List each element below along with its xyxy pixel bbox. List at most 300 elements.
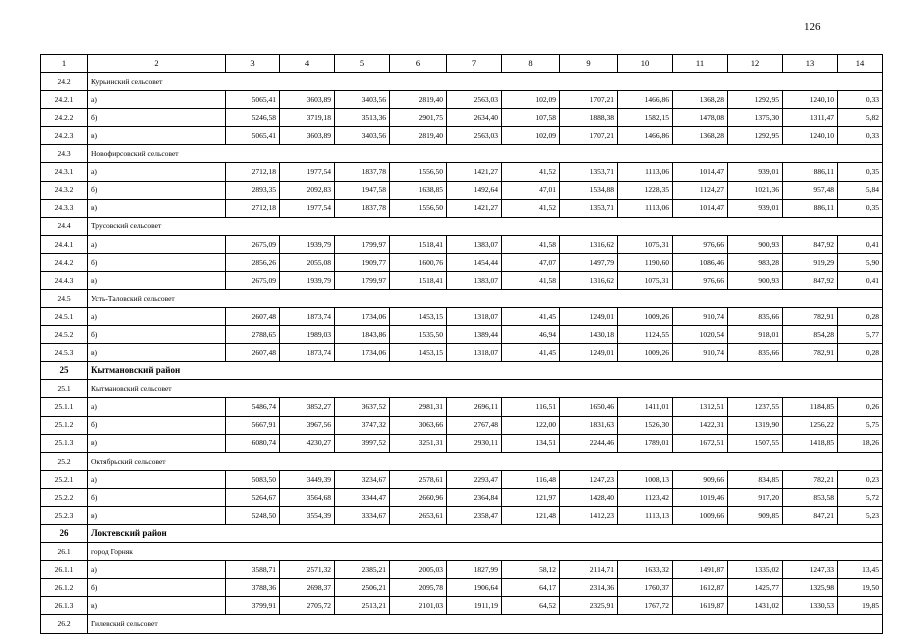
row-code: 26.1.2 <box>41 579 88 597</box>
section-row <box>41 543 883 561</box>
value-cell: 2653,61 <box>390 506 447 524</box>
row-code: 24.2.2 <box>41 109 88 127</box>
row-label: а) <box>88 561 226 579</box>
value-cell: 976,66 <box>673 271 728 289</box>
table-row <box>41 488 883 506</box>
value-cell: 1556,50 <box>390 163 447 181</box>
value-cell: 0,41 <box>838 271 883 289</box>
value-cell: 5065,41 <box>226 91 280 109</box>
column-number: 6 <box>390 55 447 73</box>
value-cell: 854,28 <box>783 326 838 344</box>
column-number: 5 <box>335 55 390 73</box>
value-cell: 41,58 <box>502 235 560 253</box>
value-cell: 2607,48 <box>226 344 280 362</box>
value-cell: 835,66 <box>728 344 783 362</box>
value-cell: 5246,58 <box>226 109 280 127</box>
value-cell: 1478,08 <box>673 109 728 127</box>
value-cell: 1843,86 <box>335 326 390 344</box>
row-code: 24.3.1 <box>41 163 88 181</box>
value-cell: 2114,71 <box>560 561 618 579</box>
value-cell: 1518,41 <box>390 235 447 253</box>
row-code: 26.1.1 <box>41 561 88 579</box>
row-code: 26.1.3 <box>41 597 88 615</box>
column-number: 2 <box>88 55 226 73</box>
value-cell: 1466,86 <box>618 127 673 145</box>
value-cell: 834,85 <box>728 470 783 488</box>
value-cell: 3554,39 <box>280 506 335 524</box>
value-cell: 1312,51 <box>673 398 728 416</box>
row-label: б) <box>88 109 226 127</box>
value-cell: 1237,55 <box>728 398 783 416</box>
row-label: б) <box>88 579 226 597</box>
value-cell: 1009,26 <box>618 308 673 326</box>
value-cell: 1318,07 <box>447 344 502 362</box>
value-cell: 2578,61 <box>390 470 447 488</box>
value-cell: 4230,27 <box>280 434 335 452</box>
value-cell: 3997,52 <box>335 434 390 452</box>
value-cell: 47,01 <box>502 181 560 199</box>
value-cell: 835,66 <box>728 308 783 326</box>
column-number: 13 <box>783 55 838 73</box>
section-row <box>41 73 883 91</box>
value-cell: 782,91 <box>783 308 838 326</box>
value-cell: 2698,37 <box>280 579 335 597</box>
value-cell: 2819,40 <box>390 127 447 145</box>
column-number: 11 <box>673 55 728 73</box>
value-cell: 1086,46 <box>673 253 728 271</box>
value-cell: 2244,46 <box>560 434 618 452</box>
value-cell: 2901,75 <box>390 109 447 127</box>
value-cell: 3449,39 <box>280 470 335 488</box>
value-cell: 1526,30 <box>618 416 673 434</box>
value-cell: 3719,18 <box>280 109 335 127</box>
value-cell: 1789,01 <box>618 434 673 452</box>
value-cell: 1767,72 <box>618 597 673 615</box>
value-cell: 121,97 <box>502 488 560 506</box>
value-cell: 1989,03 <box>280 326 335 344</box>
table-row <box>41 398 883 416</box>
table-row <box>41 434 883 452</box>
column-number: 9 <box>560 55 618 73</box>
row-label: б) <box>88 488 226 506</box>
page-number: 126 <box>804 21 821 33</box>
value-cell: 3403,56 <box>335 127 390 145</box>
value-cell: 2981,31 <box>390 398 447 416</box>
value-cell: 1707,21 <box>560 127 618 145</box>
row-code: 24.5.2 <box>41 326 88 344</box>
value-cell: 919,29 <box>783 253 838 271</box>
row-label: в) <box>88 271 226 289</box>
row-code: 24.2 <box>41 73 88 91</box>
section-name: город Горняк <box>88 543 883 561</box>
value-cell: 939,01 <box>728 199 783 217</box>
district-row <box>41 362 883 380</box>
value-cell: 2358,47 <box>447 506 502 524</box>
value-cell: 0,28 <box>838 308 883 326</box>
value-cell: 3788,36 <box>226 579 280 597</box>
value-cell: 910,74 <box>673 344 728 362</box>
section-name: Октябрьский сельсовет <box>88 452 883 470</box>
value-cell: 909,85 <box>728 506 783 524</box>
table-row <box>41 235 883 253</box>
row-code: 24.3 <box>41 145 88 163</box>
row-label: в) <box>88 506 226 524</box>
value-cell: 3334,67 <box>335 506 390 524</box>
value-cell: 1019,46 <box>673 488 728 506</box>
table-row <box>41 326 883 344</box>
value-cell: 5486,74 <box>226 398 280 416</box>
value-cell: 886,11 <box>783 199 838 217</box>
value-cell: 918,01 <box>728 326 783 344</box>
value-cell: 1247,23 <box>560 470 618 488</box>
section-row <box>41 145 883 163</box>
value-cell: 1009,66 <box>673 506 728 524</box>
value-cell: 886,11 <box>783 163 838 181</box>
value-cell: 1600,76 <box>390 253 447 271</box>
table-row <box>41 253 883 271</box>
row-label: б) <box>88 181 226 199</box>
row-code: 24.2.1 <box>41 91 88 109</box>
value-cell: 5,75 <box>838 416 883 434</box>
value-cell: 1873,74 <box>280 344 335 362</box>
row-code: 24.4.2 <box>41 253 88 271</box>
value-cell: 2092,83 <box>280 181 335 199</box>
value-cell: 1113,13 <box>618 506 673 524</box>
value-cell: 2705,72 <box>280 597 335 615</box>
value-cell: 1375,30 <box>728 109 783 127</box>
table-row <box>41 109 883 127</box>
value-cell: 1534,88 <box>560 181 618 199</box>
value-cell: 2607,48 <box>226 308 280 326</box>
value-cell: 1014,47 <box>673 199 728 217</box>
value-cell: 847,21 <box>783 506 838 524</box>
value-cell: 58,12 <box>502 561 560 579</box>
section-name: Гилевский сельсовет <box>88 615 883 633</box>
value-cell: 5248,50 <box>226 506 280 524</box>
value-cell: 2101,03 <box>390 597 447 615</box>
value-cell: 0,35 <box>838 199 883 217</box>
value-cell: 2634,40 <box>447 109 502 127</box>
value-cell: 1240,10 <box>783 127 838 145</box>
value-cell: 782,21 <box>783 470 838 488</box>
table-row <box>41 597 883 615</box>
value-cell: 1491,87 <box>673 561 728 579</box>
value-cell: 2385,21 <box>335 561 390 579</box>
value-cell: 41,52 <box>502 163 560 181</box>
value-cell: 1316,62 <box>560 235 618 253</box>
value-cell: 1123,42 <box>618 488 673 506</box>
value-cell: 116,48 <box>502 470 560 488</box>
value-cell: 5667,91 <box>226 416 280 434</box>
value-cell: 1383,07 <box>447 271 502 289</box>
row-code: 24.4.1 <box>41 235 88 253</box>
value-cell: 0,23 <box>838 470 883 488</box>
value-cell: 1582,15 <box>618 109 673 127</box>
value-cell: 1939,79 <box>280 235 335 253</box>
section-name: Усть-Таловский сельсовет <box>88 290 883 308</box>
section-name: Новофирсовский сельсовет <box>88 145 883 163</box>
value-cell: 2563,03 <box>447 91 502 109</box>
value-cell: 1249,01 <box>560 344 618 362</box>
value-cell: 3637,52 <box>335 398 390 416</box>
column-number: 10 <box>618 55 673 73</box>
value-cell: 909,66 <box>673 470 728 488</box>
row-label: б) <box>88 416 226 434</box>
value-cell: 1008,13 <box>618 470 673 488</box>
value-cell: 5,77 <box>838 326 883 344</box>
value-cell: 847,92 <box>783 235 838 253</box>
value-cell: 5083,50 <box>226 470 280 488</box>
value-cell: 64,52 <box>502 597 560 615</box>
row-code: 26 <box>41 525 88 543</box>
value-cell: 1650,46 <box>560 398 618 416</box>
value-cell: 1020,54 <box>673 326 728 344</box>
value-cell: 1535,50 <box>390 326 447 344</box>
value-cell: 3234,67 <box>335 470 390 488</box>
value-cell: 0,28 <box>838 344 883 362</box>
value-cell: 2856,26 <box>226 253 280 271</box>
value-cell: 1368,28 <box>673 127 728 145</box>
value-cell: 900,93 <box>728 235 783 253</box>
section-name: Курьинский сельсовет <box>88 73 883 91</box>
column-number: 14 <box>838 55 883 73</box>
row-code: 25.2.2 <box>41 488 88 506</box>
value-cell: 41,45 <box>502 344 560 362</box>
value-cell: 19,50 <box>838 579 883 597</box>
row-code: 24.3.2 <box>41 181 88 199</box>
value-cell: 2767,48 <box>447 416 502 434</box>
value-cell: 1228,35 <box>618 181 673 199</box>
value-cell: 1638,85 <box>390 181 447 199</box>
value-cell: 1124,27 <box>673 181 728 199</box>
value-cell: 1411,01 <box>618 398 673 416</box>
row-code: 25.2.1 <box>41 470 88 488</box>
value-cell: 1612,87 <box>673 579 728 597</box>
row-code: 25.1.2 <box>41 416 88 434</box>
row-label: в) <box>88 434 226 452</box>
value-cell: 3403,56 <box>335 91 390 109</box>
value-cell: 1412,23 <box>560 506 618 524</box>
value-cell: 0,33 <box>838 91 883 109</box>
value-cell: 1292,95 <box>728 127 783 145</box>
value-cell: 2364,84 <box>447 488 502 506</box>
value-cell: 1556,50 <box>390 199 447 217</box>
table-body <box>41 55 883 634</box>
value-cell: 2696,11 <box>447 398 502 416</box>
row-label: б) <box>88 253 226 271</box>
table-row <box>41 416 883 434</box>
value-cell: 2660,96 <box>390 488 447 506</box>
table-row <box>41 561 883 579</box>
value-cell: 1831,63 <box>560 416 618 434</box>
value-cell: 5065,41 <box>226 127 280 145</box>
value-cell: 1184,85 <box>783 398 838 416</box>
column-number: 8 <box>502 55 560 73</box>
value-cell: 1707,21 <box>560 91 618 109</box>
value-cell: 1909,77 <box>335 253 390 271</box>
value-cell: 1124,55 <box>618 326 673 344</box>
value-cell: 64,17 <box>502 579 560 597</box>
row-code: 24.3.3 <box>41 199 88 217</box>
row-code: 24.5.1 <box>41 308 88 326</box>
value-cell: 1318,07 <box>447 308 502 326</box>
row-label: а) <box>88 91 226 109</box>
value-cell: 2563,03 <box>447 127 502 145</box>
value-cell: 122,00 <box>502 416 560 434</box>
value-cell: 1633,32 <box>618 561 673 579</box>
value-cell: 102,09 <box>502 91 560 109</box>
value-cell: 46,94 <box>502 326 560 344</box>
value-cell: 847,92 <box>783 271 838 289</box>
row-code: 25.2.3 <box>41 506 88 524</box>
value-cell: 0,33 <box>838 127 883 145</box>
table-row <box>41 271 883 289</box>
value-cell: 1316,62 <box>560 271 618 289</box>
value-cell: 1353,71 <box>560 163 618 181</box>
value-cell: 782,91 <box>783 344 838 362</box>
value-cell: 1428,40 <box>560 488 618 506</box>
value-cell: 1425,77 <box>728 579 783 597</box>
value-cell: 1021,36 <box>728 181 783 199</box>
value-cell: 1383,07 <box>447 235 502 253</box>
value-cell: 1075,31 <box>618 271 673 289</box>
row-code: 24.5 <box>41 290 88 308</box>
value-cell: 3344,47 <box>335 488 390 506</box>
row-label: в) <box>88 127 226 145</box>
district-row <box>41 525 883 543</box>
value-cell: 900,93 <box>728 271 783 289</box>
value-cell: 1009,26 <box>618 344 673 362</box>
row-label: б) <box>88 326 226 344</box>
value-cell: 1497,79 <box>560 253 618 271</box>
value-cell: 107,58 <box>502 109 560 127</box>
row-code: 25.1.1 <box>41 398 88 416</box>
value-cell: 1421,27 <box>447 199 502 217</box>
section-name: Трусовский сельсовет <box>88 217 883 235</box>
value-cell: 18,26 <box>838 434 883 452</box>
column-number: 4 <box>280 55 335 73</box>
value-cell: 1330,53 <box>783 597 838 615</box>
table-row <box>41 470 883 488</box>
value-cell: 1734,06 <box>335 344 390 362</box>
column-number: 1 <box>41 55 88 73</box>
value-cell: 2005,03 <box>390 561 447 579</box>
row-label: в) <box>88 199 226 217</box>
value-cell: 3747,32 <box>335 416 390 434</box>
section-row <box>41 217 883 235</box>
value-cell: 1799,97 <box>335 271 390 289</box>
row-code: 25.2 <box>41 452 88 470</box>
value-cell: 2506,21 <box>335 579 390 597</box>
value-cell: 1799,97 <box>335 235 390 253</box>
row-label: а) <box>88 470 226 488</box>
value-cell: 2788,65 <box>226 326 280 344</box>
value-cell: 1619,87 <box>673 597 728 615</box>
table-row <box>41 181 883 199</box>
value-cell: 1518,41 <box>390 271 447 289</box>
value-cell: 3603,89 <box>280 127 335 145</box>
value-cell: 1389,44 <box>447 326 502 344</box>
value-cell: 2293,47 <box>447 470 502 488</box>
district-name: Кытмановский район <box>88 362 883 380</box>
row-label: а) <box>88 308 226 326</box>
row-code: 26.1 <box>41 543 88 561</box>
value-cell: 2571,32 <box>280 561 335 579</box>
row-code: 26.2 <box>41 615 88 633</box>
value-cell: 1939,79 <box>280 271 335 289</box>
value-cell: 1430,18 <box>560 326 618 344</box>
value-cell: 2930,11 <box>447 434 502 452</box>
value-cell: 1507,55 <box>728 434 783 452</box>
value-cell: 13,45 <box>838 561 883 579</box>
value-cell: 1977,54 <box>280 163 335 181</box>
value-cell: 5,72 <box>838 488 883 506</box>
value-cell: 3967,56 <box>280 416 335 434</box>
value-cell: 1906,64 <box>447 579 502 597</box>
value-cell: 5,90 <box>838 253 883 271</box>
section-row <box>41 380 883 398</box>
value-cell: 2095,78 <box>390 579 447 597</box>
value-cell: 41,52 <box>502 199 560 217</box>
value-cell: 1421,27 <box>447 163 502 181</box>
value-cell: 2712,18 <box>226 163 280 181</box>
value-cell: 2675,09 <box>226 235 280 253</box>
value-cell: 0,26 <box>838 398 883 416</box>
value-cell: 1368,28 <box>673 91 728 109</box>
value-cell: 1249,01 <box>560 308 618 326</box>
value-cell: 3251,31 <box>390 434 447 452</box>
value-cell: 2712,18 <box>226 199 280 217</box>
row-code: 24.5.3 <box>41 344 88 362</box>
value-cell: 939,01 <box>728 163 783 181</box>
value-cell: 6080,74 <box>226 434 280 452</box>
value-cell: 1113,06 <box>618 163 673 181</box>
value-cell: 1837,78 <box>335 199 390 217</box>
value-cell: 3603,89 <box>280 91 335 109</box>
value-cell: 116,51 <box>502 398 560 416</box>
value-cell: 976,66 <box>673 235 728 253</box>
value-cell: 3799,91 <box>226 597 280 615</box>
table-row <box>41 199 883 217</box>
row-code: 25.1.3 <box>41 434 88 452</box>
column-number-row <box>41 55 883 73</box>
value-cell: 1911,19 <box>447 597 502 615</box>
value-cell: 853,58 <box>783 488 838 506</box>
value-cell: 5,82 <box>838 109 883 127</box>
value-cell: 0,41 <box>838 235 883 253</box>
value-cell: 5264,67 <box>226 488 280 506</box>
value-cell: 1453,15 <box>390 308 447 326</box>
value-cell: 1837,78 <box>335 163 390 181</box>
table-row <box>41 91 883 109</box>
row-code: 25.1 <box>41 380 88 398</box>
section-row <box>41 615 883 633</box>
table-row <box>41 308 883 326</box>
value-cell: 2055,08 <box>280 253 335 271</box>
value-cell: 1256,22 <box>783 416 838 434</box>
value-cell: 1353,71 <box>560 199 618 217</box>
column-number: 7 <box>447 55 502 73</box>
value-cell: 1319,90 <box>728 416 783 434</box>
value-cell: 2513,21 <box>335 597 390 615</box>
value-cell: 1453,15 <box>390 344 447 362</box>
table-row <box>41 506 883 524</box>
value-cell: 2325,91 <box>560 597 618 615</box>
table-row <box>41 344 883 362</box>
value-cell: 2893,35 <box>226 181 280 199</box>
value-cell: 1827,99 <box>447 561 502 579</box>
row-label: в) <box>88 344 226 362</box>
